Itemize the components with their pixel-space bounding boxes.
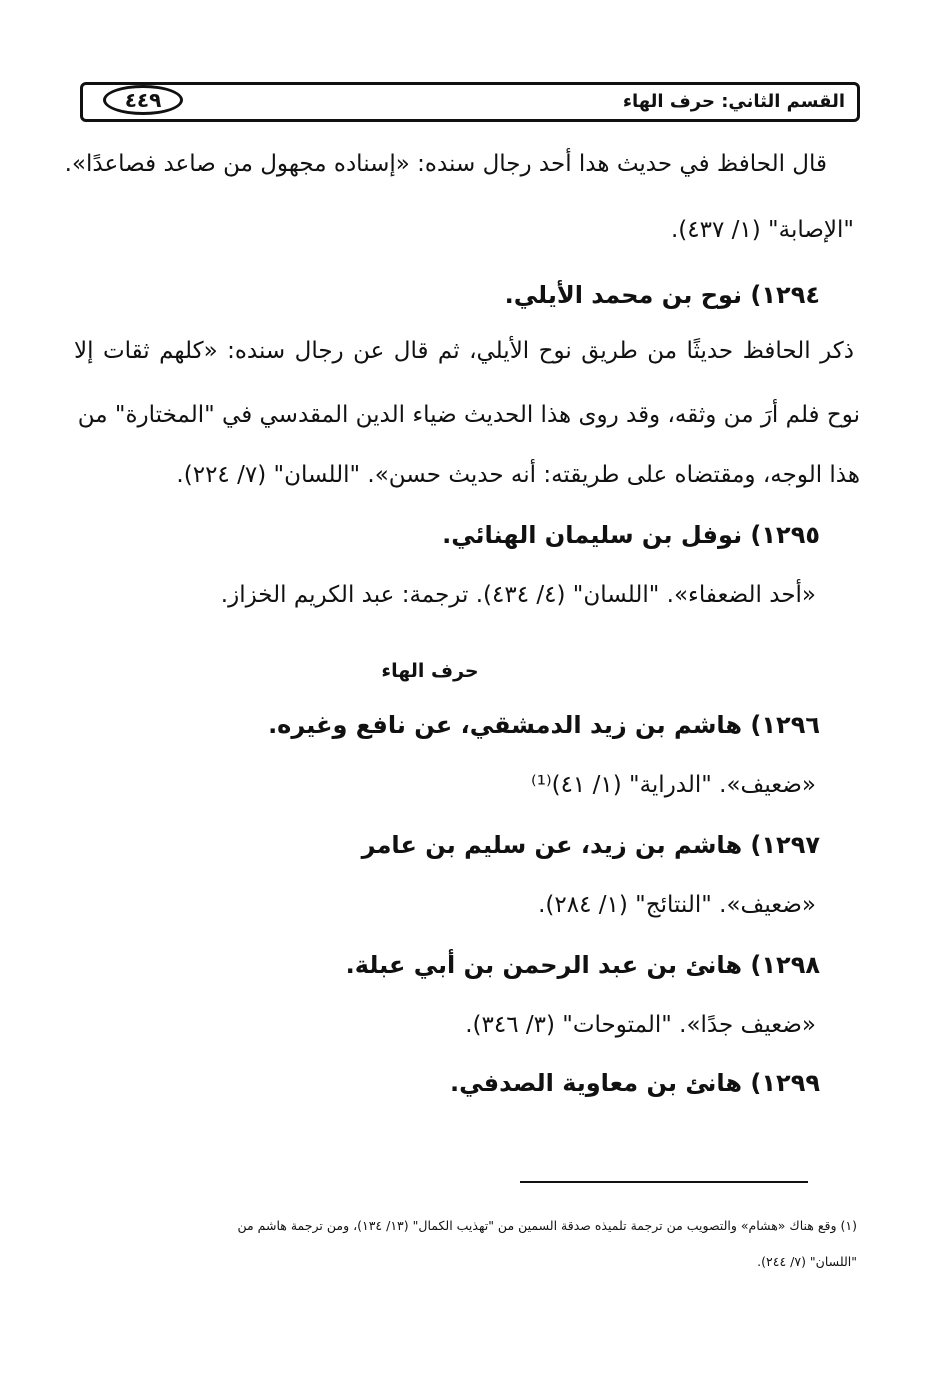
running-title: القسم الثاني: حرف الهاء [622,91,845,112]
entry-heading: ١٢٩٥) نوفل بن سليمان الهنائي. [442,521,820,549]
paragraph-line: هذا الوجه، ومقتضاه على طريقته: أنه حديث حسن». "اللسان" (٧/ ٢٢٤). [176,462,860,488]
footnote-line: "اللسان" (٧/ ٢٤٤). [757,1254,857,1269]
footnote-separator [520,1181,808,1183]
page-header [80,82,860,122]
entry-heading: ١٢٩٧) هاشم بن زيد، عن سليم بن عامر [361,831,820,859]
page-number: ٤٤٩ [103,85,183,115]
entry-heading: ١٢٩٨) هانئ بن عبد الرحمن بن أبي عبلة. [345,951,820,979]
section-heading: حرف الهاء [381,660,479,682]
citation-line: «ضعيف جدًا». "المتوحات" (٣/ ٣٤٦). [465,1012,816,1038]
text-line: "الإصابة" (١/ ٤٣٧). [670,217,854,243]
paragraph-line: نوح فلم أرَ من وثقه، وقد روى هذا الحديث ضياء الدين المقدسي في "المختارة" من [77,402,860,428]
entry-heading: ١٢٩٩) هانئ بن معاوية الصدفي. [449,1069,820,1097]
citation-line: «ضعيف». "الدراية" (١/ ٤١)⁽¹⁾ [531,772,816,798]
citation-line: «ضعيف». "النتائج" (١/ ٢٨٤). [538,892,816,918]
text-line: قال الحافظ في حديث هدا أحد رجال سنده: «إسناده مجهول من صاعد فصاعدًا». [64,151,827,177]
footnote-line: (١) وقع هناك «هشام» والتصويب من ترجمة تلميذه صدقة السمين من "تهذيب الكمال" (١٣/ ١٣٤)، ومن ترجمة هاشم من [237,1218,857,1233]
paragraph-line: ذكر الحافظ حديثًا من طريق نوح الأيلي، ثم قال عن رجال سنده: «كلهم ثقات إلا [74,338,854,364]
entry-heading: ١٢٩٦) هاشم بن زيد الدمشقي، عن نافع وغيره. [268,711,820,739]
entry-heading: ١٢٩٤) نوح بن محمد الأيلي. [504,281,820,309]
citation-line: «أحد الضعفاء». "اللسان" (٤/ ٤٣٤). ترجمة: عبد الكريم الخزاز. [220,582,816,608]
